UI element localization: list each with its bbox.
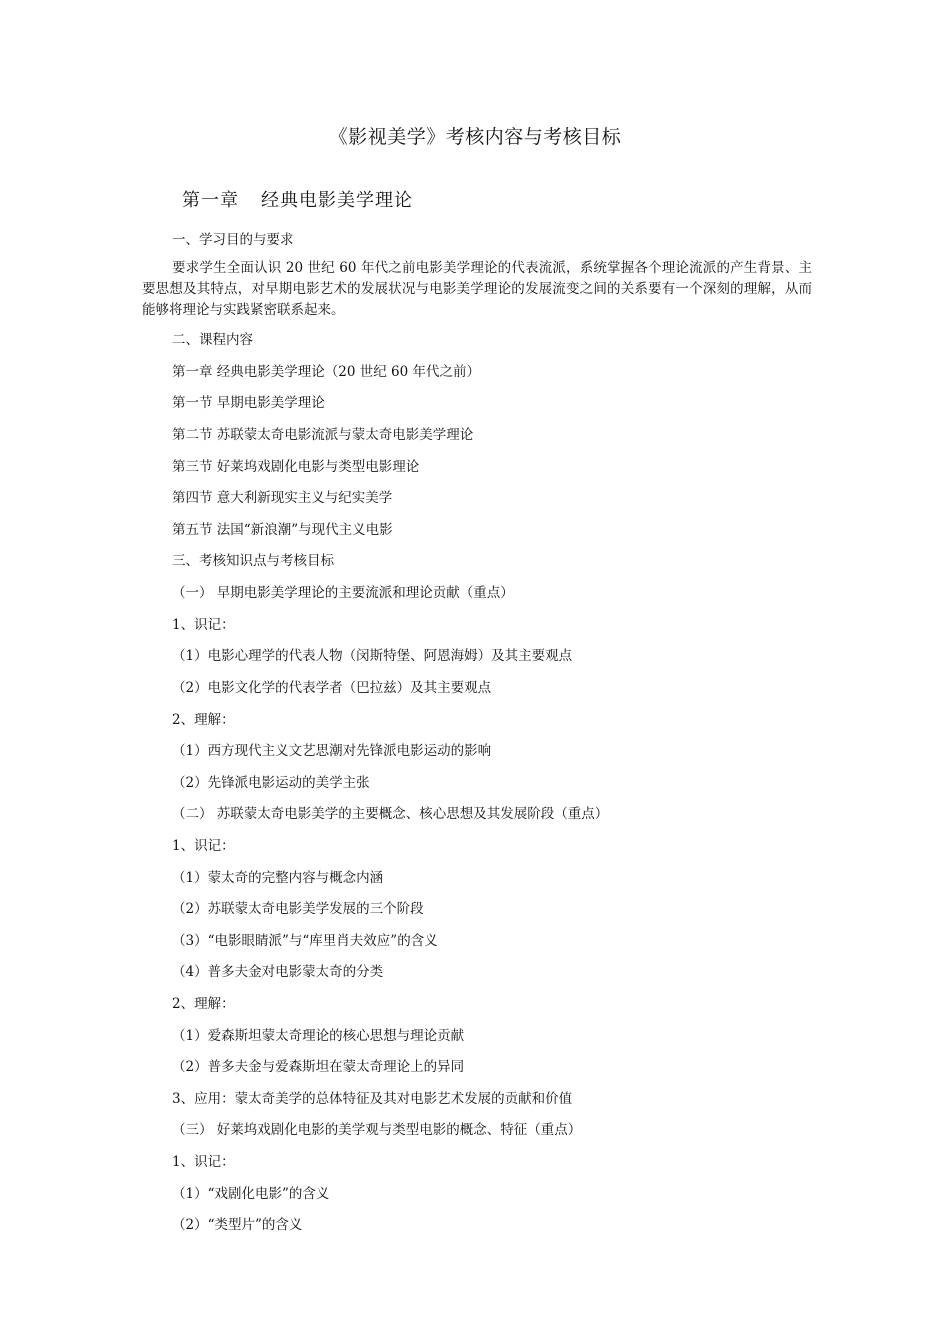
list-item: 1、识记：: [172, 838, 235, 854]
chapter-name: 经典电影美学理论: [261, 190, 413, 211]
topic-heading-2: （二） 苏联蒙太奇电影美学的主要概念、核心思想及其发展阶段（重点）: [172, 806, 609, 822]
list-item: 2、理解：: [172, 996, 235, 1012]
content-section-1: 第一节 早期电影美学理论: [172, 395, 325, 411]
list-item: （2）“类型片”的含义: [172, 1217, 303, 1233]
content-section-2: 第二节 苏联蒙太奇电影流派与蒙太奇电影美学理论: [172, 427, 474, 443]
topic-heading-1: （一） 早期电影美学理论的主要流派和理论贡献（重点）: [172, 585, 514, 601]
list-item: （1）电影心理学的代表人物（闵斯特堡、阿恩海姆）及其主要观点: [172, 648, 573, 664]
list-item: 3、应用：蒙太奇美学的总体特征及其对电影艺术发展的贡献和价值: [172, 1091, 573, 1107]
list-item: （2）先锋派电影运动的美学主张: [172, 775, 370, 791]
list-item: （2）普多夫金与爱森斯坦在蒙太奇理论上的异同: [172, 1059, 465, 1075]
chapter-heading: [182, 186, 413, 212]
section-heading-objectives: 一、学习目的与要求: [172, 232, 294, 248]
list-item: （1）爱森斯坦蒙太奇理论的核心思想与理论贡献: [172, 1028, 465, 1044]
list-item: （2）苏联蒙太奇电影美学发展的三个阶段: [172, 901, 424, 917]
content-section-5: 第五节 法国“新浪潮”与现代主义电影: [172, 522, 393, 538]
chapter-number: 第一章: [182, 190, 239, 211]
list-item: （2）电影文化学的代表学者（巴拉兹）及其主要观点: [172, 680, 492, 696]
section-heading-assessment: 三、考核知识点与考核目标: [172, 553, 334, 569]
list-item: 1、识记：: [172, 617, 235, 633]
list-item: 2、理解：: [172, 712, 235, 728]
list-item: （1）蒙太奇的完整内容与概念内涵: [172, 870, 384, 886]
objectives-paragraph: 要求学生全面认识 20 世纪 60 年代之前电影美学理论的代表流派，系统掌握各个理论流派的产生背景、主要思想及其特点，对早期电影艺术的发展状况与电影美学理论的发展流变之间的关系要有一个深刻的理解，从而能够将理论与实践紧密联系起来。: [142, 260, 812, 318]
section-heading-content: 二、课程内容: [172, 332, 253, 348]
list-item: （1）“戏剧化电影”的含义: [172, 1186, 330, 1202]
list-item: 1、识记：: [172, 1154, 235, 1170]
list-item: （4）普多夫金对电影蒙太奇的分类: [172, 964, 384, 980]
topic-heading-3: （三） 好莱坞戏剧化电影的美学观与类型电影的概念、特征（重点）: [172, 1122, 582, 1138]
list-item: （1）西方现代主义文艺思潮对先锋派电影运动的影响: [172, 743, 492, 759]
content-section-3: 第三节 好莱坞戏剧化电影与类型电影理论: [172, 459, 420, 475]
content-section-4: 第四节 意大利新现实主义与纪实美学: [172, 490, 393, 506]
document-title: 《影视美学》考核内容与考核目标: [328, 126, 622, 148]
list-item: （3）“电影眼睛派”与“库里肖夫效应”的含义: [172, 933, 438, 949]
content-chapter-line: 第一章 经典电影美学理论（20 世纪 60 年代之前）: [172, 364, 481, 380]
